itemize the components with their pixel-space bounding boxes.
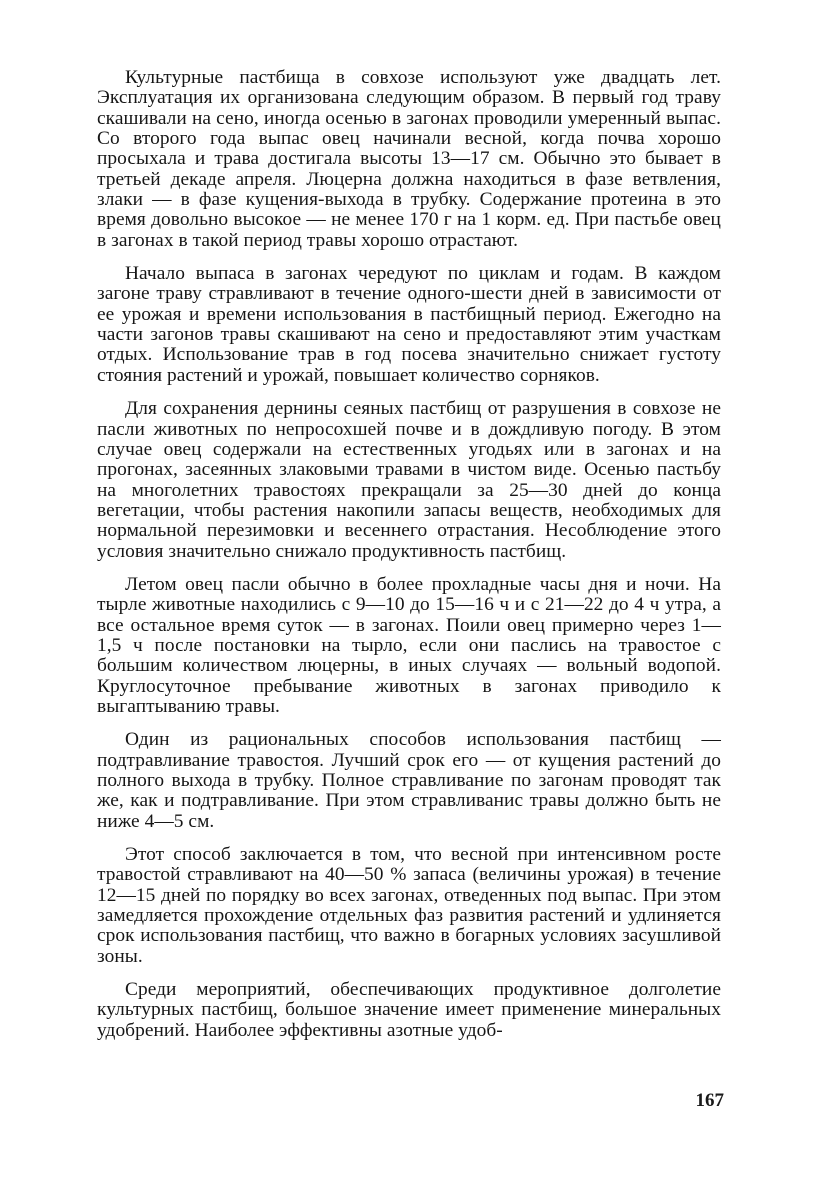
paragraph-2: Начало выпаса в загонах чередуют по циклам и годам. В каждом загоне траву стравливают в течение одного-шести дней в зависимости от ее урожая и времени использования в пастбищный период. Ежегодно на части загонов травы скашивают на сено и предоставляют этим участкам отдых. Использование трав в год посева значительно снижает густоту стояния растений и урожай, повышает количество сорняков.: [97, 263, 721, 386]
page-number: 167: [695, 1090, 724, 1111]
paragraph-1: Культурные пастбища в совхозе используют уже двадцать лет. Эксплуатация их организована следующим образом. В первый год траву скашивали на сено, иногда осенью в загонах проводили умеренный выпас. Со второго года выпас овец начинали весной, когда почва хорошо просыхала и трава достигала высоты 13—17 см. Обычно это бывает в третьей декаде апреля. Люцерна должна находиться в фазе ветвления, злаки — в фазе кущения-выхода в трубку. Содержание протеина в это время довольно высокое — не менее 170 г на 1 корм. ед. При пастьбе овец в загонах в такой период травы хорошо отрастают.: [97, 67, 721, 251]
paragraph-7: Среди мероприятий, обеспечивающих продуктивное долголетие культурных пастбищ, большое значение имеет применение минеральных удобрений. Наиболее эффективны азотные удоб-: [97, 979, 721, 1041]
paragraph-4: Летом овец пасли обычно в более прохладные часы дня и ночи. На тырле животные находились с 9—10 до 15—16 ч и с 21—22 до 4 ч утра, а все остальное время суток — в загонах. Поили овец примерно через 1—1,5 ч после постановки на тырло, если они паслись на травостое с большим количеством люцерны, в иных случаях — вольный водопой. Круглосуточное пребывание животных в загонах приводило к выгаптыванию травы.: [97, 573, 721, 717]
paragraph-5: Один из рациональных способов использования пастбищ — подтравливание травостоя. Лучший срок его — от кущения растений до полного выхода в трубку. Полное стравливание по загонам проводят так же, как и подтравливание. При этом стравливанис травы должно быть не ниже 4—5 см.: [97, 729, 721, 832]
paragraph-3: Для сохранения дернины сеяных пастбищ от разрушения в совхозе не пасли животных по непросохшей почве и в дождливую погоду. В этом случае овец содержали на естественных угодьях или в загонах и на прогонах, засеянных злаковыми травами в чистом виде. Осенью пастьбу на многолетних травостоях прекращали за 25—30 дней до конца вегетации, чтобы растения накопили запасы веществ, необходимых для нормальной перезимовки и весеннего отрастания. Несоблюдение этого условия значительно снижало продуктивность пастбищ.: [97, 398, 721, 562]
paragraph-6: Этот способ заключается в том, что весной при интенсивном росте травостой стравливают на 40—50 % запаса (величины урожая) в течение 12—15 дней по порядку во всех загонах, отведенных под выпас. При этом замедляется прохождение отдельных фаз развития растений и удлиняется срок использования пастбищ, что важно в богарных условиях засушливой зоны.: [97, 844, 721, 967]
body-text: [97, 68, 721, 1054]
